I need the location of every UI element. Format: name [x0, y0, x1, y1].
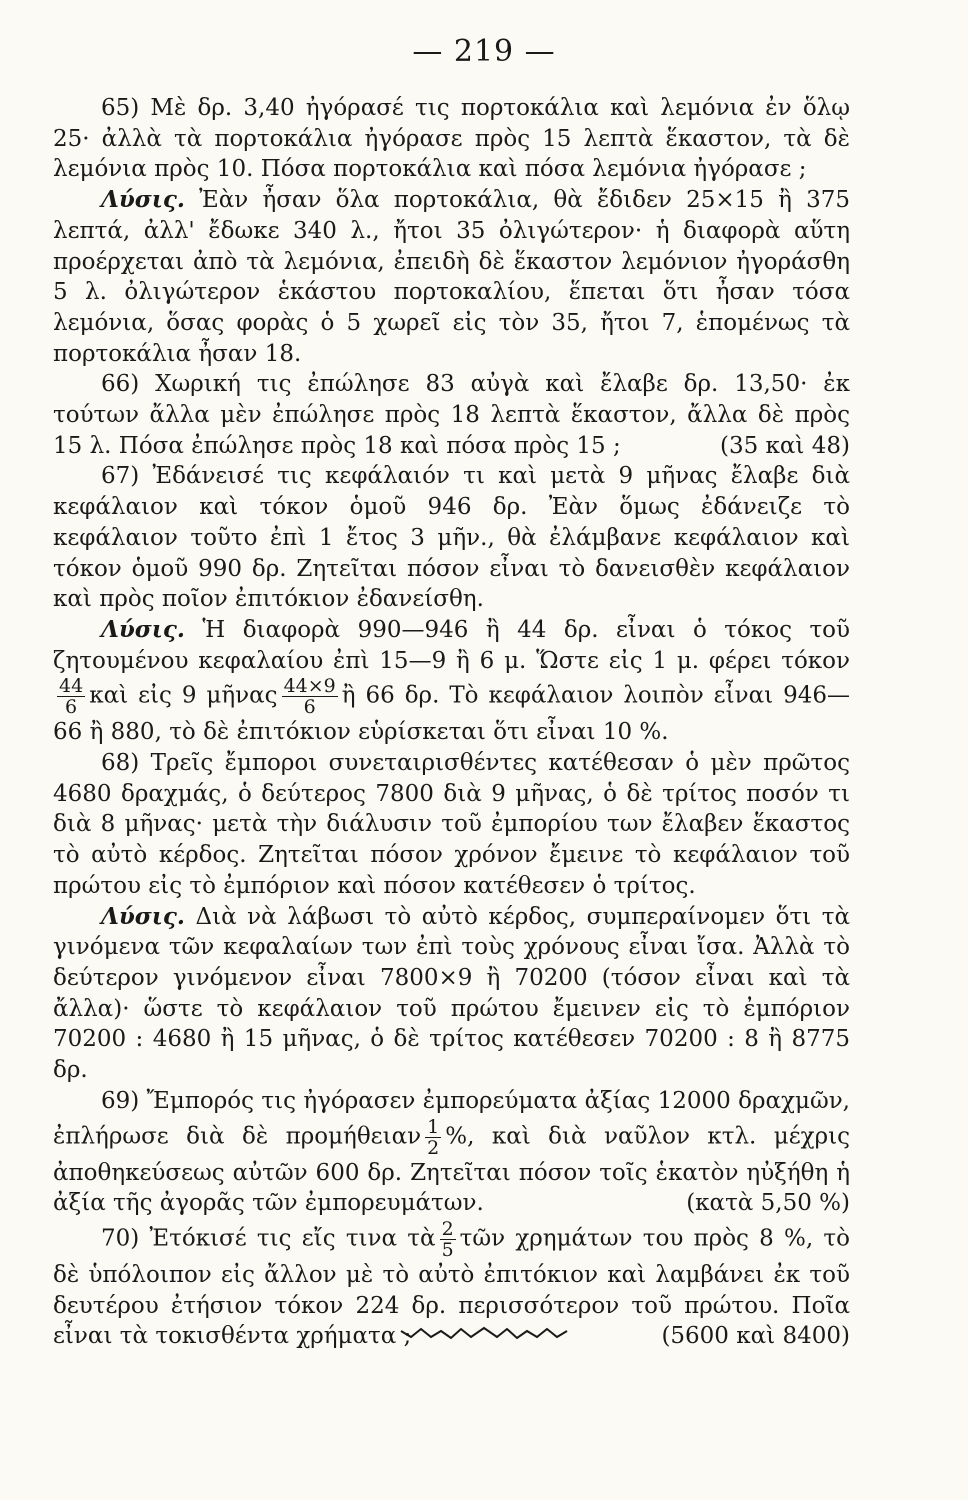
problem-66	[53, 369, 850, 461]
fraction-numerator: 44×9	[283, 675, 336, 698]
solution-67-text-a: Ἡ διαφορὰ 990—946 ἢ 44 δρ. εἶναι ὁ τόκος τοῦ ζητουμένου κεφαλαίου ἐπὶ 15—9 ἢ 6 μ. Ὥστε εἰς 1 μ. φέρει τόκον	[53, 616, 850, 674]
fraction-denominator: 6	[65, 696, 78, 719]
answer-70: (5600 καὶ 8400)	[661, 1323, 850, 1350]
fraction-denominator: 5	[441, 1238, 454, 1261]
fraction-denominator: 6	[303, 696, 316, 719]
solution-65	[53, 185, 850, 369]
fraction-44-6	[57, 676, 85, 717]
solution-label: Λύσις.	[101, 615, 185, 643]
problem-68-text: 68) Τρεῖς ἔμποροι συνεταιρισθέντες κατέθεσαν ὁ μὲν πρῶτος 4680 δραχμάς, ὁ δεύτερος 7800 διὰ 9 μῆνας, ὁ δὲ τρίτος ποσόν τι διὰ 8 μῆνας· μετὰ τὴν διάλυσιν τοῦ ἐμπορίου των ἔλαβεν ἕκαστος τὸ αὐτὸ κέρδος. Ζητεῖται πόσον χρόνον ἔμεινε τὸ κεφάλαιον τοῦ πρώτου εἰς τὸ ἐμπόριον καὶ πόσον κατέθεσεν ὁ τρίτος.	[53, 750, 850, 899]
fraction-numerator: 44	[59, 675, 84, 698]
problem-70-text-a: 70) Ἐτόκισέ τις εἴς τινα τὰ	[101, 1225, 436, 1252]
page-body	[53, 93, 850, 1352]
fraction-2-5	[440, 1219, 456, 1260]
page-number: — 219 —	[412, 34, 556, 69]
ornament-divider	[0, 1325, 968, 1347]
problem-65	[53, 93, 850, 185]
fraction-numerator: 2	[441, 1217, 454, 1240]
fraction-44x9-6	[282, 676, 338, 717]
solution-65-text: Ἐὰν ἦσαν ὅλα πορτοκάλια, θὰ ἔδιδεν 25×15 ἢ 375 λεπτά, ἀλλ' ἔδωκε 340 λ., ἤτοι 35 ὀλιγώτερον· ἡ διαφορὰ αὕτη προέρχεται ἀπὸ τὰ λεμόνια, ἐπειδὴ δὲ ἕκαστον λεμόνιον ἠγοράσθη 5 λ. ὀλιγώτερον ἑκάστου πορτοκαλίου, ἕπεται ὅτι ἦσαν τόσα λεμόνια, ὅσας φορὰς ὁ 5 χωρεῖ εἰς τὸν 35, ἤτοι 7, ἑπομένως τὰ πορτοκάλια ἦσαν 18.	[53, 187, 850, 367]
solution-67	[53, 615, 850, 748]
problem-70-text-b: τῶν χρημάτων του πρὸς 8 %, τὸ δὲ ὑπόλοιπον εἰς ἄλλον μὲ τὸ αὐτὸ ἐπιτόκιον καὶ λαμβάνει ἐκ τοῦ δευτέρου ἐτήσιον τόκον 224 δρ. περισσότερον τοῦ πρώτου. Ποῖα εἶναι τὰ τοκισθέντα χρήματα ;	[53, 1225, 850, 1350]
solution-68-text: Διὰ νὰ λάβωσι τὸ αὐτὸ κέρδος, συμπεραίνομεν ὅτι τὰ γινόμενα τῶν κεφαλαίων των ἐπὶ τοὺς χρόνους εἶναι ἴσα. Ἀλλὰ τὸ δεύτερον γινόμενον εἶναι 7800×9 ἢ 70200 (τόσον εἶναι καὶ τὰ ἄλλα)· ὥστε τὸ κεφάλαιον τοῦ πρώτου ἔμεινεν εἰς τὸ ἐμπόριον 70200 : 4680 ἢ 15 μῆνας, ὁ δὲ τρίτος κατέθεσεν 70200 : 8 ἢ 8775 δρ.	[53, 903, 851, 1084]
problem-67-text: 67) Ἐδάνεισέ τις κεφάλαιόν τι καὶ μετὰ 9 μῆνας ἔλαβε διὰ κεφάλαιον καὶ τόκον ὁμοῦ 946 δρ. Ἐὰν ὅμως ἐδάνειζε τὸ κεφάλαιον τοῦτο ἐπὶ 1 ἔτος 3 μῆν., θὰ ἐλάμβανε κεφάλαιον καὶ τόκον ὁμοῦ 990 δρ. Ζητεῖται πόσον εἶναι τὸ δανεισθὲν κεφάλαιον καὶ πρὸς ποῖον ἐπιτόκιον ἐδανείσθη.	[53, 463, 850, 613]
solution-67-text-c: ἢ 66 δρ. Τὸ κεφάλαιον λοιπὸν εἶναι 946—66 ἢ 880, τὸ δὲ ἐπιτόκιον εὑρίσκεται ὅτι εἶναι 10 %.	[53, 682, 850, 746]
fraction-numerator: 1	[427, 1115, 440, 1138]
answer-69: (κατὰ 5,50 %)	[686, 1190, 850, 1217]
solution-68	[53, 902, 850, 1086]
answer-66: (35 καὶ 48)	[719, 432, 850, 459]
wave-ornament-icon	[399, 1325, 569, 1343]
problem-69-text-a: 69) Ἔμπορός τις ἠγόρασεν ἐμπορεύματα ἀξίας 12000 δραχμῶν, ἐπλήρωσε διὰ δὲ προμήθειαν	[53, 1087, 850, 1149]
fraction-1-2	[425, 1117, 441, 1158]
problem-68	[53, 748, 850, 902]
solution-label: Λύσις.	[101, 186, 185, 214]
problem-69-text-b: %, καὶ διὰ ναῦλον κτλ. μέχρις ἀποθηκεύσεως αὐτῶν 600 δρ. Ζητεῖται πόσον τοῖς ἑκατὸν ηὐξήθη ἡ ἀξία τῆς ἀγορᾶς τῶν ἐμπορευμάτων.	[53, 1123, 851, 1217]
problem-67	[53, 461, 850, 615]
fraction-denominator: 2	[427, 1136, 440, 1159]
problem-65-text: 65) Μὲ δρ. 3,40 ἠγόρασέ τις πορτοκάλια καὶ λεμόνια ἐν ὅλῳ 25· ἀλλὰ τὰ πορτοκάλια ἠγόρασε πρὸς 15 λεπτὰ ἕκαστον, τὰ δὲ λεμόνια πρὸς 10. Πόσα πορτοκάλια καὶ πόσα λεμόνια ἠγόρασε ;	[53, 95, 850, 183]
problem-66-text: 66) Χωρική τις ἐπώλησε 83 αὐγὰ καὶ ἔλαβε δρ. 13,50· ἐκ τούτων ἄλλα μὲν ἐπώλησε πρὸς 18 λεπτὰ ἕκαστον, ἄλλα δὲ πρὸς 15 λ. Πόσα ἐπώλησε πρὸς 18 καὶ πόσα πρὸς 15 ;	[53, 371, 850, 459]
solution-label: Λύσις.	[101, 902, 185, 930]
solution-67-text-b: καὶ εἰς 9 μῆνας	[89, 682, 278, 709]
problem-69	[53, 1086, 850, 1219]
